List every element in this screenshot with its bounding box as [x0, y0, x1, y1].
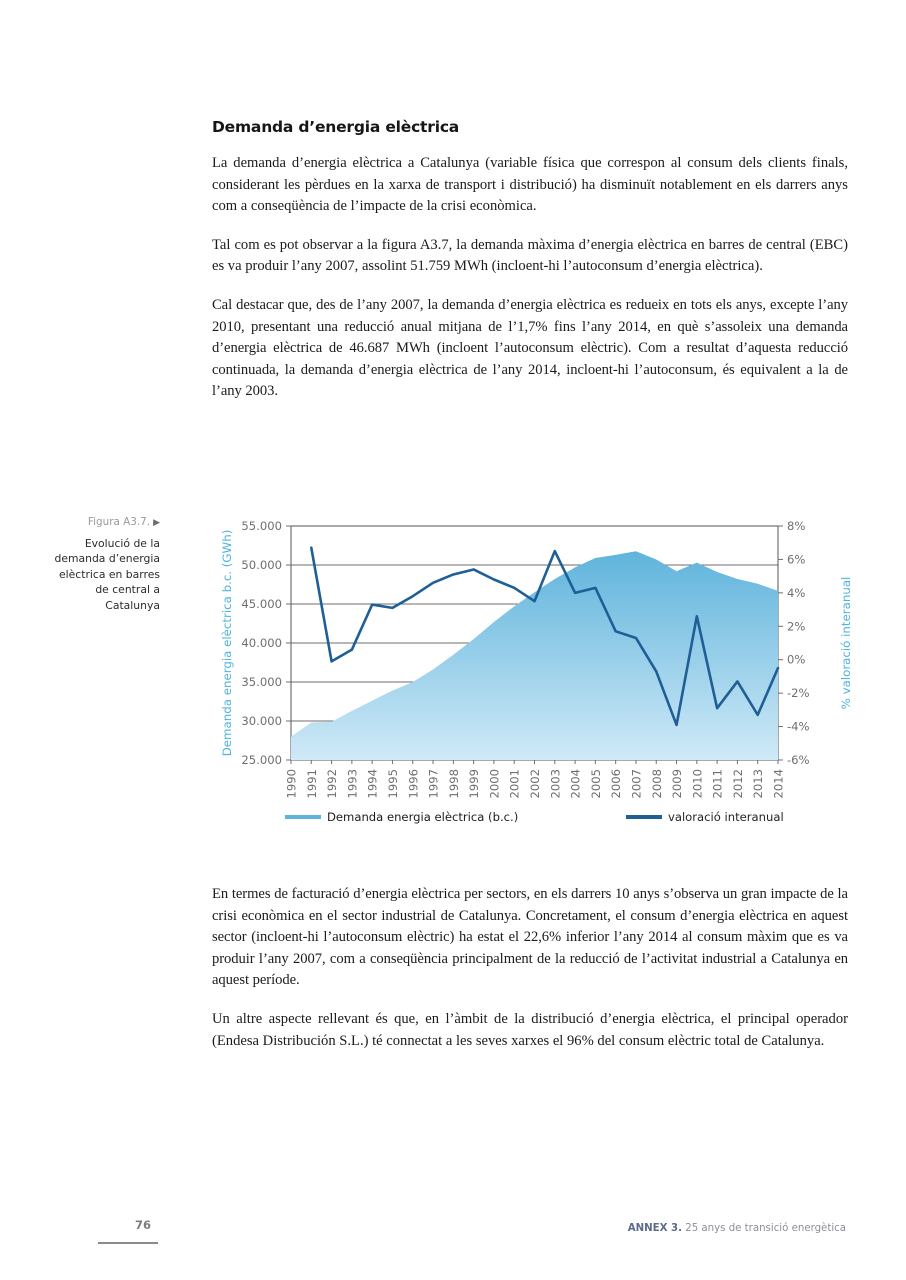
svg-text:50.000: 50.000 — [241, 558, 282, 572]
svg-text:8%: 8% — [787, 519, 806, 533]
caption-arrow-icon: ▶ — [153, 518, 160, 528]
svg-text:2002: 2002 — [528, 769, 542, 799]
svg-text:2014: 2014 — [771, 769, 786, 799]
svg-text:2004: 2004 — [568, 769, 583, 799]
svg-text:2007: 2007 — [629, 769, 644, 799]
article-content — [212, 118, 848, 420]
footer-annex-label: ANNEX 3. — [627, 1223, 682, 1234]
legend-item-variation — [626, 810, 784, 824]
footer-rule — [98, 1242, 158, 1244]
svg-text:45.000: 45.000 — [241, 597, 282, 611]
svg-text:4%: 4% — [787, 585, 806, 600]
svg-text:1990: 1990 — [284, 769, 299, 799]
svg-text:1992: 1992 — [325, 769, 340, 799]
svg-text:2013: 2013 — [751, 769, 766, 799]
svg-text:55.000: 55.000 — [241, 519, 282, 533]
paragraph-2: Tal com es pot observar a la figura A3.7, la demanda màxima d’energia elèctrica en barres de central (EBC) es va produir l’any 2007, assolint 51.759 MWh (incloent-hi l’autoconsum d’energia elèctrica). — [212, 236, 848, 275]
svg-text:2006: 2006 — [609, 769, 624, 799]
svg-text:1991: 1991 — [304, 769, 319, 799]
paragraph-5: Un altre aspecte rellevant és que, en l’àmbit de la distribució d’energia elèctrica, el principal operador (Endesa Distribución S.L.) té connectat a les seves xarxes el 96% del consum elèctric total de Catalunya. — [212, 1010, 848, 1049]
svg-text:40.000: 40.000 — [241, 636, 282, 650]
svg-text:2003: 2003 — [548, 769, 563, 799]
svg-text:1995: 1995 — [385, 769, 400, 799]
svg-text:2005: 2005 — [588, 769, 603, 799]
figure-a3-7 — [215, 514, 860, 834]
figure-number-label: Figura A3.7. — [87, 516, 151, 528]
legend-swatch-demand — [285, 815, 321, 819]
svg-text:0%: 0% — [787, 652, 806, 667]
svg-text:-2%: -2% — [787, 686, 810, 701]
paragraph-3: Cal destacar que, des de l’any 2007, la demanda d’energia elèctrica es redueix en tots els anys, excepte l’any 2010, presentant una reducció anual mitjana de l’1,7% fins l’any 2014, en què s’assoleix una demanda d’energia elèctrica de 46.687 MWh (incloent l’autoconsum elèctric). Com a resultat d’aquesta reducció continuada, la demanda d’energia elèctrica de l’any 2014, incloent-hi l’autoconsum, és equivalent a la de l’any 2003. — [212, 296, 848, 400]
figure-caption-text: Evolució de la demanda d’energia elèctrica en barres de central a Catalunya — [54, 537, 160, 612]
svg-text:Demanda energia elèctrica b.c.: Demanda energia elèctrica b.c. (GWh) — [220, 529, 234, 757]
footer-note — [628, 1223, 846, 1234]
svg-text:2001: 2001 — [507, 769, 522, 799]
svg-text:2011: 2011 — [710, 769, 725, 799]
paragraph-4: En termes de facturació d’energia elèctrica per sectors, en els darrers 10 anys s’observa un gran impacte de la crisi econòmica en el sector industrial de Catalunya. Concretament, el consum d’energia elèctrica en aquest sector (incloent-hi l’autoconsum elèctric) ha estat el 22,6% inferior l’any 2014 al consum màxim que es va produir l’any 2007, com a conseqüència principalment de la reducció de l’activitat industrial a Catalunya en aquest període. — [212, 886, 848, 989]
legend-item-demand — [285, 810, 518, 824]
legend-swatch-variation — [626, 815, 662, 819]
svg-text:30.000: 30.000 — [241, 714, 282, 728]
footer-annex-text: 25 anys de transició energètica — [681, 1223, 846, 1234]
svg-text:1993: 1993 — [345, 769, 360, 799]
paragraph-1: La demanda d’energia elèctrica a Catalunya (variable física que correspon al consum dels clients finals, considerant les pèrdues en la xarxa de transport i distribució) ha disminuït notablement en els darrers anys com a conseqüència de l’impacte de la crisi econòmica. — [212, 155, 848, 215]
svg-text:35.000: 35.000 — [241, 675, 282, 689]
chart-container — [215, 514, 860, 799]
svg-text:2010: 2010 — [690, 769, 705, 799]
svg-text:2012: 2012 — [730, 769, 745, 799]
svg-text:2%: 2% — [787, 619, 806, 634]
svg-text:-4%: -4% — [787, 719, 810, 734]
svg-text:-6%: -6% — [787, 753, 810, 767]
svg-text:% valoració interanual: % valoració interanual — [839, 576, 853, 710]
legend-label-demand: Demanda energia elèctrica (b.c.) — [327, 810, 519, 824]
chart-svg — [215, 514, 860, 799]
svg-text:1997: 1997 — [426, 769, 441, 799]
article-content-after — [212, 884, 848, 1069]
svg-text:2009: 2009 — [670, 769, 685, 799]
svg-text:2000: 2000 — [487, 769, 502, 799]
page-number: 76 — [134, 1218, 151, 1232]
svg-text:1999: 1999 — [467, 769, 482, 799]
svg-text:1998: 1998 — [446, 769, 461, 799]
page-title: Demanda d’energia elèctrica — [212, 118, 460, 136]
svg-text:2008: 2008 — [649, 769, 664, 799]
chart-legend — [223, 810, 851, 832]
figure-caption — [52, 516, 160, 613]
svg-text:6%: 6% — [787, 552, 806, 567]
svg-text:25.000: 25.000 — [241, 753, 282, 767]
svg-text:1994: 1994 — [365, 769, 380, 799]
legend-label-variation: valoració interanual — [668, 810, 784, 824]
figure-number — [52, 516, 160, 528]
svg-text:1996: 1996 — [406, 769, 421, 799]
